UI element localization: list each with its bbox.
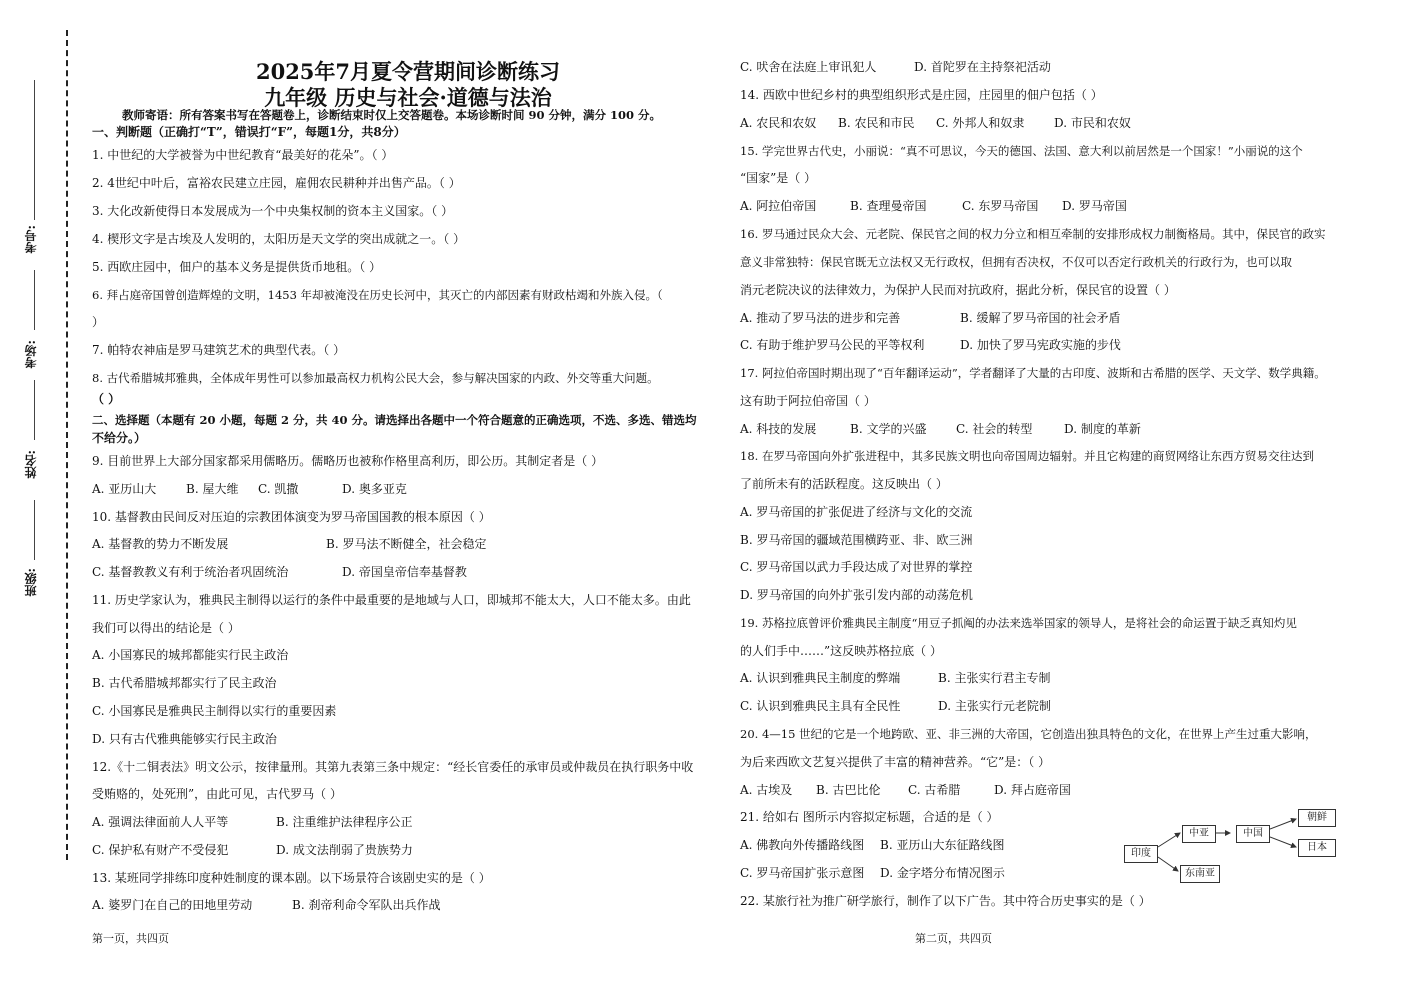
question-15: 15. 学完世界古代史，小丽说：“真不可思议，今天的德国、法国、意大利以前居然是一个国家！”小丽说的这个 (740, 144, 1303, 158)
question-16-cont-2: 消元老院决议的法律效力，为保护人民而对抗政府，据此分析，保民官的设置（ ） (740, 283, 1176, 297)
option-c: C. 古希腊 (908, 783, 961, 797)
option-b: B. 主张实行君主专制 (938, 671, 1051, 685)
option-b: B. 查理曼帝国 (850, 199, 927, 213)
question-19-options-2 (740, 698, 1051, 714)
question-19-options-1 (740, 670, 1050, 686)
option-c: C. 保护私有财产不受侵犯 (92, 843, 229, 857)
node-india: 印度 (1124, 845, 1158, 863)
node-korea: 朝鲜 (1298, 809, 1336, 827)
binding-margin (0, 0, 90, 1000)
question-13-options-1 (92, 897, 440, 913)
node-japan: 日本 (1298, 839, 1336, 857)
option-c: C. 东罗马帝国 (962, 199, 1039, 213)
option-d: D. 金字塔分布情况图示 (880, 866, 1005, 880)
page-one-footer: 第一页，共四页 (92, 932, 169, 945)
option-c: C. 认识到雅典民主具有全民性 (740, 699, 901, 713)
question-11-cont: 我们可以得出的结论是（ ） (92, 621, 240, 635)
option-b: B. 农民和市民 (838, 116, 915, 130)
question-12-options-1 (92, 814, 412, 830)
option-b: B. 文学的兴盛 (850, 422, 927, 436)
question-10-options-1 (92, 536, 486, 552)
question-11: 11. 历史学家认为，雅典民主制得以运行的条件中最重要的是地域与人口，即城邦不能太大，人口不能太多。由此 (92, 593, 691, 607)
question-18-option-b: B. 罗马帝国的疆域范围横跨亚、非、欧三洲 (740, 533, 973, 547)
question-15-options (740, 198, 1127, 214)
question-12: 12.《十二铜表法》明文公示，按律量刑。其第九表第三条中规定：“经长官委任的承审员或仲裁员在执行职务中收 (92, 760, 694, 774)
question-12-cont: 受贿赂的，处死刑”，由此可见，古代罗马（ ） (92, 787, 342, 801)
question-9: 9. 目前世界上大部分国家都采用儒略历。儒略历也被称作格里高利历，即公历。其制定者是（ ） (92, 454, 604, 468)
question-18: 18. 在罗马帝国向外扩张进程中，其多民族文明也向帝国周边辐射。并且它构建的商贸网络让东西方贸易交往达到 (740, 449, 1314, 463)
option-d: D. 帝国皇帝信奉基督教 (342, 565, 467, 579)
question-11-option-d: D. 只有古代雅典能够实行民主政治 (92, 732, 277, 746)
question-14: 14. 西欧中世纪乡村的典型组织形式是庄园，庄园里的佃户包括（ ） (740, 88, 1103, 102)
option-a: A. 推动了罗马法的进步和完善 (740, 311, 901, 325)
question-17: 17. 阿拉伯帝国时期出现了“百年翻译运动”，学者翻译了大量的古印度、波斯和古希腊的医学、天文学、数学典籍。 (740, 366, 1326, 380)
question-1: 1. 中世纪的大学被誉为中世纪教育“最美好的花朵”。（ ） (92, 148, 394, 162)
question-16: 16. 罗马通过民众大会、元老院、保民官之间的权力分立和相互牵制的安排形成权力制衡格局。其中，保民官的政实 (740, 227, 1326, 241)
option-c: C. 吠舍在法庭上审讯犯人 (740, 60, 877, 74)
exam-number-label: 考号: (24, 225, 38, 254)
option-b: B. 古巴比伦 (816, 783, 881, 797)
option-a: A. 婆罗门在自己的田地里劳动 (92, 898, 253, 912)
option-b: B. 注重维护法律程序公正 (276, 815, 413, 829)
question-19-cont: 的人们手中……”这反映苏格拉底（ ） (740, 644, 942, 658)
option-c: C. 有助于维护罗马公民的平等权利 (740, 338, 925, 352)
option-d: D. 拜占庭帝国 (994, 783, 1071, 797)
question-19: 19. 苏格拉底曾评价雅典民主制度“用豆子抓阄的办法来选举国家的领导人，是将社会的命运置于缺乏真知灼见 (740, 616, 1297, 630)
question-7: 7. 帕特农神庙是罗马建筑艺术的典型代表。（ ） (92, 343, 346, 357)
question-21: 21. 给如右 图所示内容拟定标题，合适的是（ ） (740, 810, 999, 824)
question-15-cont: “国家”是（ ） (740, 171, 817, 185)
name-label: 姓名: (24, 450, 38, 479)
class-blank (34, 500, 35, 560)
question-5: 5. 西欧庄园中，佃户的基本义务是提供货币地租。（ ） (92, 260, 382, 274)
option-a: A. 科技的发展 (740, 422, 817, 436)
question-20: 20. 4—15 世纪的它是一个地跨欧、亚、非三洲的大帝国，它创造出独具特色的文化，在世界上产生过重大影响， (740, 727, 1317, 741)
question-18-option-d: D. 罗马帝国的向外扩张引发内部的动荡危机 (740, 588, 973, 602)
option-a: A. 认识到雅典民主制度的弊端 (740, 671, 901, 685)
question-17-cont: 这有助于阿拉伯帝国（ ） (740, 394, 876, 408)
question-13: 13. 某班同学排练印度种姓制度的课本剧。以下场景符合该剧史实的是（ ） (92, 871, 491, 885)
option-c: C. 外邦人和奴隶 (936, 116, 1025, 130)
option-c: C. 凯撒 (258, 482, 299, 496)
question-12-options-2 (92, 842, 413, 858)
question-22: 22. 某旅行社为推广研学旅行，制作了以下广告。其中符合历史事实的是（ ） (740, 894, 1151, 908)
question-21-options-2 (740, 865, 1005, 881)
option-a: A. 亚历山大 (92, 482, 157, 496)
question-16-options-1 (740, 310, 1120, 326)
option-b: B. 罗马法不断健全，社会稳定 (326, 537, 487, 551)
question-14-options (740, 115, 1131, 131)
question-3: 3. 大化改新使得日本发展成为一个中央集权制的资本主义国家。（ ） (92, 204, 454, 218)
option-b: B. 刹帝利命令军队出兵作战 (292, 898, 441, 912)
option-a: A. 农民和农奴 (740, 116, 817, 130)
page-two-footer: 第二页，共四页 (915, 932, 992, 945)
question-10: 10. 基督教由民间反对压迫的宗教团体演变为罗马帝国国教的根本原因（ ） (92, 510, 491, 524)
option-a: A. 强调法律面前人人平等 (92, 815, 229, 829)
node-china: 中国 (1236, 825, 1270, 843)
question-18-option-c: C. 罗马帝国以武力手段达成了对世界的掌控 (740, 560, 973, 574)
question-2: 2. 4世纪中叶后，富裕农民建立庄园，雇佣农民耕种并出售产品。（ ） (92, 176, 461, 190)
question-9-options (92, 481, 407, 497)
question-11-option-b: B. 古代希腊城邦都实行了民主政治 (92, 676, 277, 690)
option-a: A. 基督教的势力不断发展 (92, 537, 229, 551)
question-18-option-a: A. 罗马帝国的扩张促进了经济与文化的交流 (740, 505, 973, 519)
exam-room-label: 考场: (24, 340, 38, 369)
option-b: B. 缓解了罗马帝国的社会矛盾 (960, 311, 1121, 325)
exam-title: 2025年7月夏令营期间诊断练习 (255, 59, 561, 84)
section-one-heading: 一、判断题（正确打“T”，错误打“F”，每题1分，共8分） (92, 125, 406, 139)
question-16-options-2 (740, 337, 1121, 353)
node-southeast-asia: 东南亚 (1180, 865, 1220, 883)
exam-number-blank (34, 80, 35, 220)
option-b: B. 屋大维 (186, 482, 239, 496)
option-d: D. 市民和农奴 (1054, 116, 1131, 130)
question-16-cont-1: 意义非常独特：保民官既无立法权又无行政权，但拥有否决权，不仅可以否定行政机关的行政行为，也可以取 (740, 255, 1292, 269)
question-21-options-1 (740, 837, 1004, 853)
question-11-option-a: A. 小国寡民的城邦都能实行民主政治 (92, 648, 289, 662)
question-6-cont: ） (92, 315, 105, 329)
question-10-options-2 (92, 564, 467, 580)
teacher-note: 教师寄语：所有答案书写在答题卷上，诊断结束时仅上交答题卷。本场诊断时间 90 分钟，满分 100 分。 (122, 108, 662, 122)
option-c: C. 社会的转型 (956, 422, 1033, 436)
question-17-options (740, 421, 1141, 437)
option-d: D. 制度的革新 (1064, 422, 1141, 436)
option-d: D. 奥多亚克 (342, 482, 407, 496)
question-4: 4. 楔形文字是古埃及人发明的，太阳历是天文学的突出成就之一。（ ） (92, 232, 466, 246)
question-8: 8. 古代希腊城邦雅典，全体成年男性可以参加最高权力机构公民大会，参与解决国家的内政、外交等重大问题。 (92, 371, 659, 385)
section-two-heading: 二、选择题（本题有 20 小题，每题 2 分，共 40 分。请选择出各题中一个符合题意的正确选项，不选、多选、错选均 (92, 413, 697, 427)
class-label: 班级: (24, 568, 38, 597)
question-8-cont: （ ） (92, 392, 121, 406)
option-b: B. 亚历山大东征路线图 (880, 838, 1005, 852)
option-d: D. 罗马帝国 (1062, 199, 1127, 213)
name-blank (34, 380, 35, 440)
option-c: C. 基督教教义有利于统治者巩固统治 (92, 565, 289, 579)
question-11-option-c: C. 小国寡民是雅典民主制得以实行的重要因素 (92, 704, 337, 718)
question-6: 6. 拜占庭帝国曾创造辉煌的文明，1453 年却被淹没在历史长河中，其灭亡的内部因素有财政枯竭和外族入侵。（ (92, 288, 663, 302)
option-a: A. 阿拉伯帝国 (740, 199, 817, 213)
section-two-heading-cont: 不给分。） (92, 431, 147, 445)
question-18-cont: 了前所未有的活跃程度。这反映出（ ） (740, 477, 948, 491)
option-c: C. 罗马帝国扩张示意图 (740, 866, 865, 880)
option-d: D. 首陀罗在主持祭祀活动 (914, 60, 1051, 74)
option-d: D. 主张实行元老院制 (938, 699, 1051, 713)
option-d: D. 成文法削弱了贵族势力 (276, 843, 413, 857)
option-d: D. 加快了罗马宪政实施的步伐 (960, 338, 1121, 352)
option-a: A. 佛教向外传播路线图 (740, 838, 865, 852)
spread-route-diagram (1120, 805, 1340, 885)
question-20-options (740, 782, 1071, 798)
exam-subtitle: 九年级 历史与社会·道德与法治 (264, 85, 552, 110)
question-13-options-2 (740, 59, 1051, 75)
exam-room-blank (34, 270, 35, 330)
cut-line (66, 30, 68, 860)
question-20-cont: 为后来西欧文艺复兴提供了丰富的精神营养。“它”是：（ ） (740, 755, 1051, 769)
node-central-asia: 中亚 (1182, 825, 1216, 843)
option-a: A. 古埃及 (740, 783, 793, 797)
